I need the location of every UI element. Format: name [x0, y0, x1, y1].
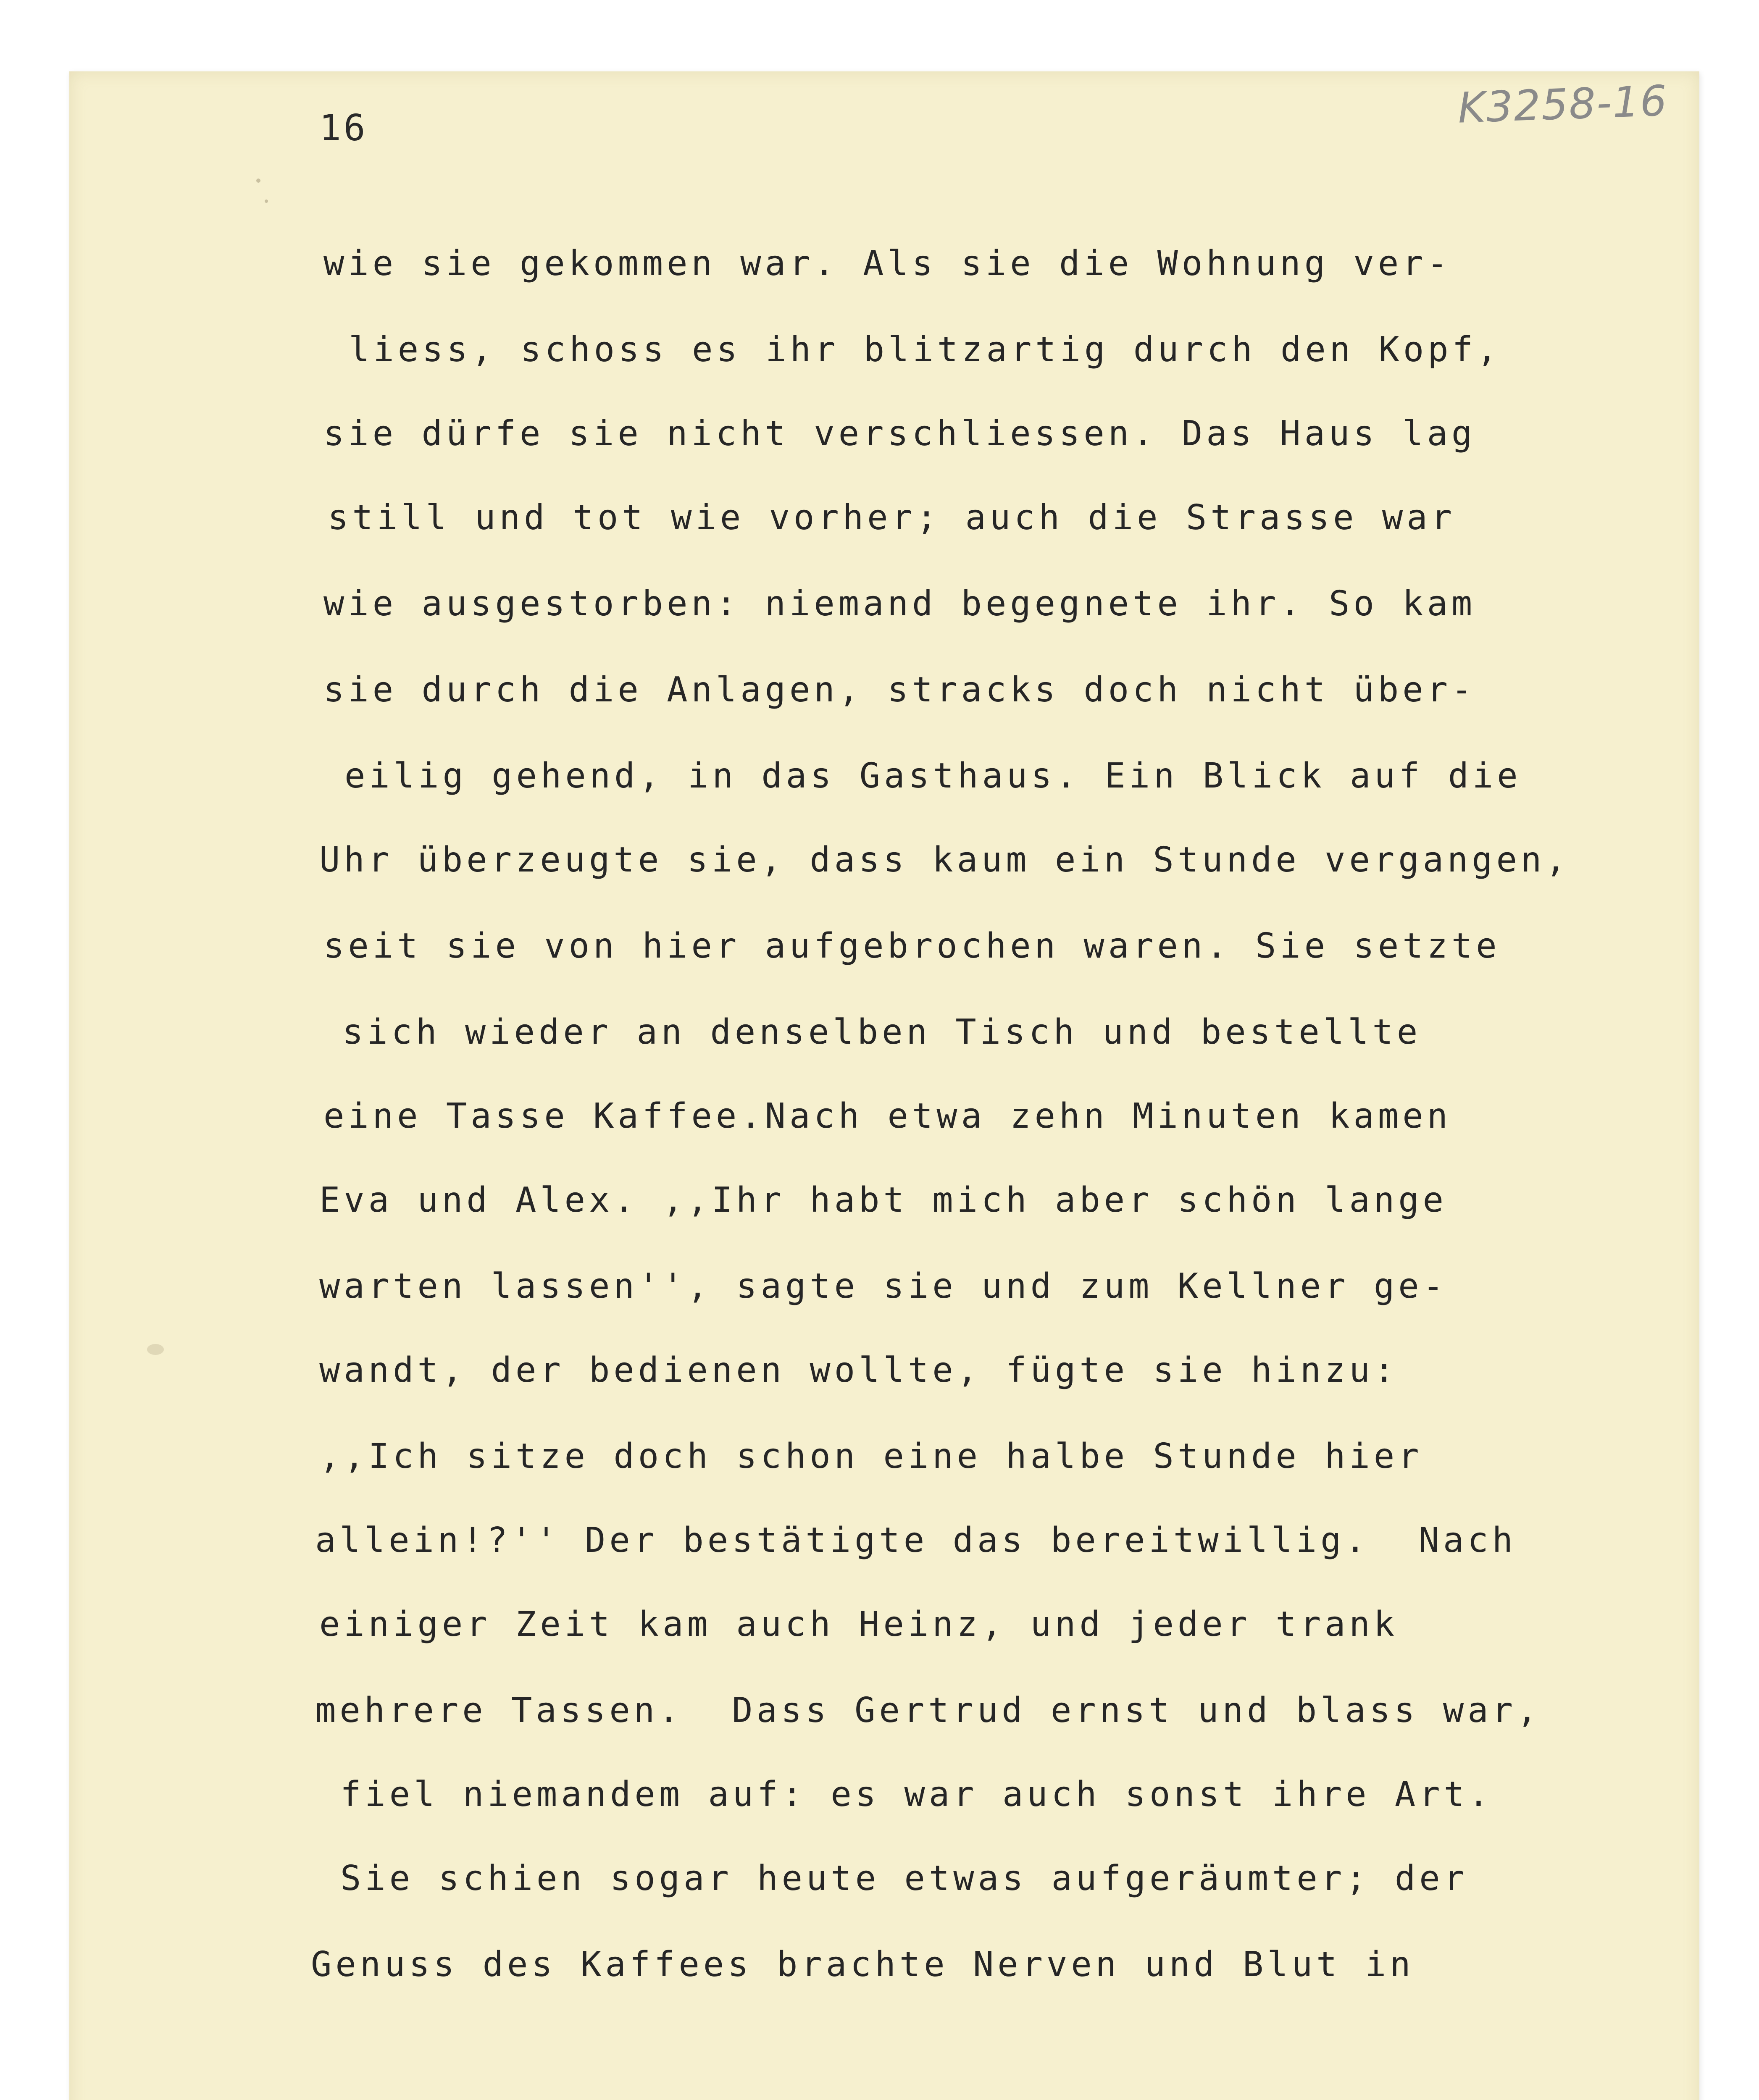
text-line: sie dürfe sie nicht verschliessen. Das Haus lag — [323, 414, 1476, 454]
text-line: Uhr überzeugte sie, dass kaum ein Stunde vergangen, — [319, 840, 1570, 880]
text-line: liess, schoss es ihr blitzartig durch den Kopf, — [349, 330, 1501, 370]
text-line: ,,Ich sitze doch schon eine halbe Stunde hier — [319, 1436, 1423, 1476]
text-line: allein!?'' Der bestätigte das bereitwillig. Nach — [315, 1520, 1517, 1560]
page-number: 16 — [319, 107, 368, 149]
text-line: still und tot wie vorher; auch die Strasse war — [328, 498, 1456, 538]
text-line: mehrere Tassen. Dass Gertrud ernst und blass war, — [315, 1690, 1541, 1730]
text-line: wie sie gekommen war. Als sie die Wohnung ver- — [323, 244, 1451, 284]
text-line: eilig gehend, in das Gasthaus. Ein Blick auf die — [344, 756, 1522, 796]
text-line: seit sie von hier aufgebrochen waren. Sie setzte — [323, 926, 1501, 966]
paper-speck — [265, 200, 268, 203]
text-line: fiel niemandem auf: es war auch sonst ihre Art. — [340, 1774, 1493, 1814]
text-line: wie ausgestorben: niemand begegnete ihr. So kam — [323, 584, 1476, 624]
archive-reference: K3258-16 — [1457, 76, 1669, 133]
text-line: sich wieder an denselben Tisch und bestellte — [342, 1012, 1422, 1052]
text-line: warten lassen'', sagte sie und zum Kellner ge- — [319, 1266, 1447, 1306]
text-line: sie durch die Anlagen, stracks doch nicht über- — [323, 670, 1476, 710]
paper-speck — [256, 178, 260, 183]
text-line: wandt, der bedienen wollte, fügte sie hinzu: — [319, 1350, 1399, 1390]
text-line: Genuss des Kaffees brachte Nerven und Blut in — [311, 1945, 1415, 1984]
paper-speck — [147, 1344, 164, 1355]
text-line: eine Tasse Kaffee.Nach etwa zehn Minuten kamen — [323, 1096, 1451, 1136]
text-line: Eva und Alex. ,,Ihr habt mich aber schön lange — [319, 1180, 1447, 1220]
text-line: einiger Zeit kam auch Heinz, und jeder trank — [319, 1604, 1399, 1644]
text-line: Sie schien sogar heute etwas aufgeräumter; der — [340, 1858, 1468, 1898]
